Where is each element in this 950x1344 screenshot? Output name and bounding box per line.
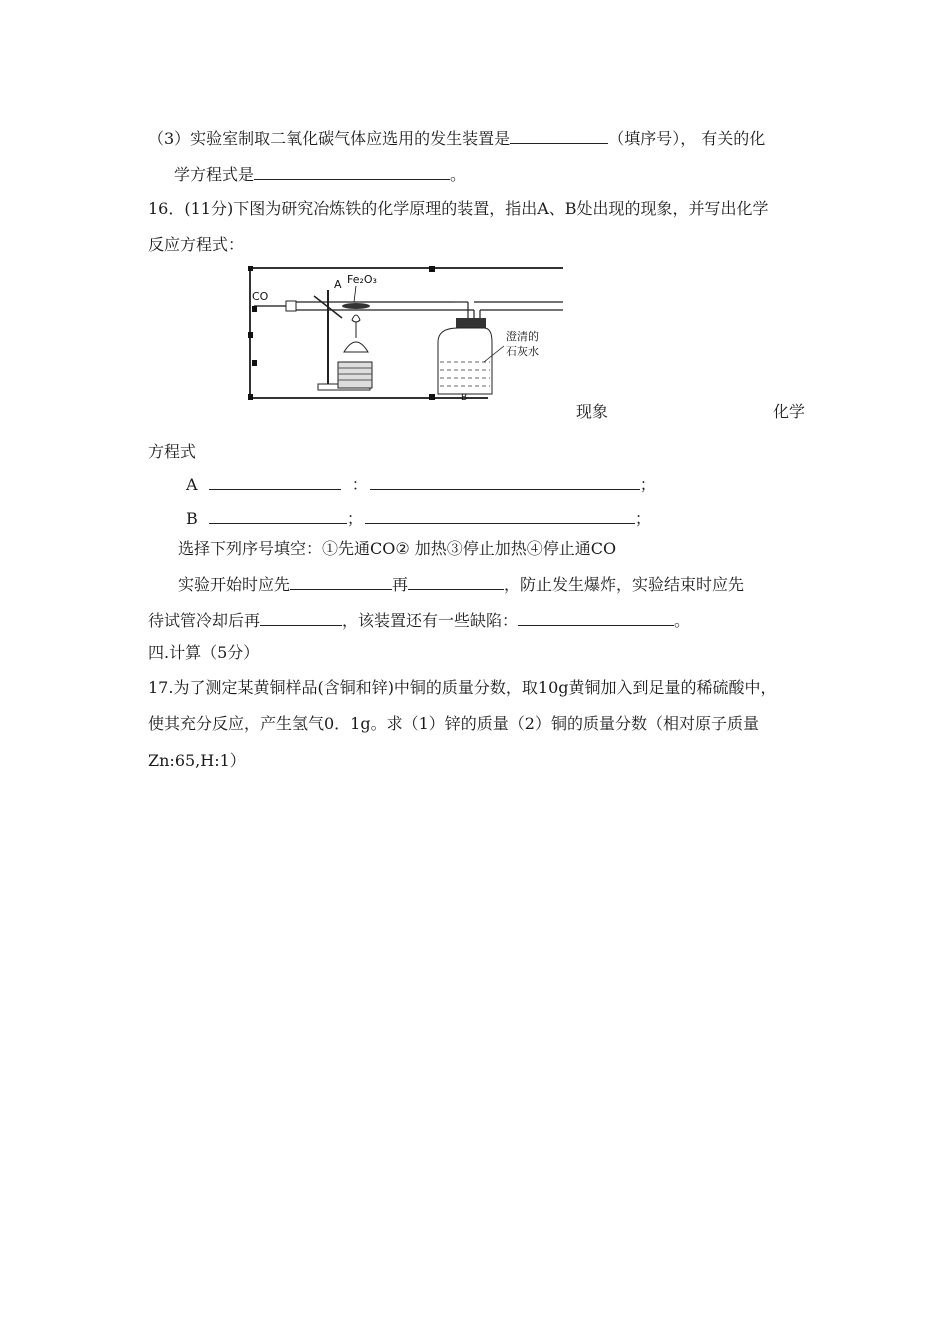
row-b: [186, 507, 651, 530]
row-a-separator: ：: [351, 475, 368, 494]
q15-part3-text-d: 。: [450, 165, 467, 184]
experiment-line2: [148, 609, 690, 632]
row-a: [186, 473, 656, 496]
col-phenomenon: 现象: [576, 402, 609, 421]
a-label: A: [334, 278, 342, 291]
final-step-blank[interactable]: [260, 609, 342, 626]
select-instruction: 选择下列序号填空：①先通CO② 加热③停止加热④停止通CO: [178, 539, 617, 558]
experiment-text-c: ，防止发生爆炸，实验结束时应先: [504, 575, 745, 594]
experiment-text-d: 待试管冷却后再: [148, 611, 261, 630]
q15-part3-text-a: （3）实验室制取二氧化碳气体应选用的发生装置是: [148, 129, 511, 148]
row-a-end: ；: [639, 475, 656, 494]
answer-blank-apparatus[interactable]: [510, 127, 608, 144]
q16-title-line1: 16．(11分)下图为研究冶炼铁的化学原理的装置，指出A、B处出现的现象，并写出化学: [148, 199, 769, 218]
section-heading: 四.计算（5分）: [148, 643, 260, 662]
row-b-end: ；: [634, 509, 651, 528]
col-equation-part1: 化学: [773, 402, 806, 421]
col-equation-part2: 方程式: [148, 442, 197, 461]
experiment-text-b: 再: [392, 575, 409, 594]
q15-part3-text-b: （填序号）， 有关的化: [608, 129, 766, 148]
experiment-line1: [178, 573, 744, 596]
limewater-label-2: 石灰水: [506, 345, 539, 358]
first-step-blank[interactable]: [290, 573, 392, 590]
row-b-separator: ；: [346, 509, 363, 528]
q16-title-line2: 反应方程式：: [148, 235, 245, 254]
second-step-blank[interactable]: [408, 573, 504, 590]
q17-line3: Zn:65,H:1）: [148, 751, 246, 770]
q15-part3-line1: [148, 127, 765, 150]
answer-blank-equation[interactable]: [254, 163, 450, 180]
q17-line1: 17.为了测定某黄铜样品(含铜和锌)中铜的质量分数，取10g黄铜加入到足量的稀硫酸中，: [148, 678, 777, 697]
row-a-phenomenon-blank[interactable]: [209, 473, 341, 490]
row-b-equation-blank[interactable]: [365, 507, 635, 524]
b-label: B: [461, 393, 468, 400]
defect-blank[interactable]: [518, 609, 674, 626]
row-b-phenomenon-blank[interactable]: [209, 507, 347, 524]
iron-smelting-apparatus-figure: [248, 266, 563, 400]
co-label: CO: [252, 290, 269, 303]
q15-part3-line2: [174, 163, 466, 186]
experiment-text-e: ，该装置还有一些缺陷：: [342, 611, 519, 630]
limewater-label-1: 澄清的: [506, 330, 539, 343]
experiment-text-f: 。: [674, 611, 691, 630]
q17-line2: 使其充分反应，产生氢气0．1g。求（1）锌的质量（2）铜的质量分数（相对原子质量: [148, 714, 759, 733]
q15-part3-text-c: 学方程式是: [174, 165, 255, 184]
fe2o3-label: Fe₂O₃: [347, 273, 377, 286]
row-a-label: A: [186, 475, 198, 494]
experiment-text-a: 实验开始时应先: [178, 575, 291, 594]
row-a-equation-blank[interactable]: [370, 473, 640, 490]
row-b-label: B: [186, 509, 198, 528]
